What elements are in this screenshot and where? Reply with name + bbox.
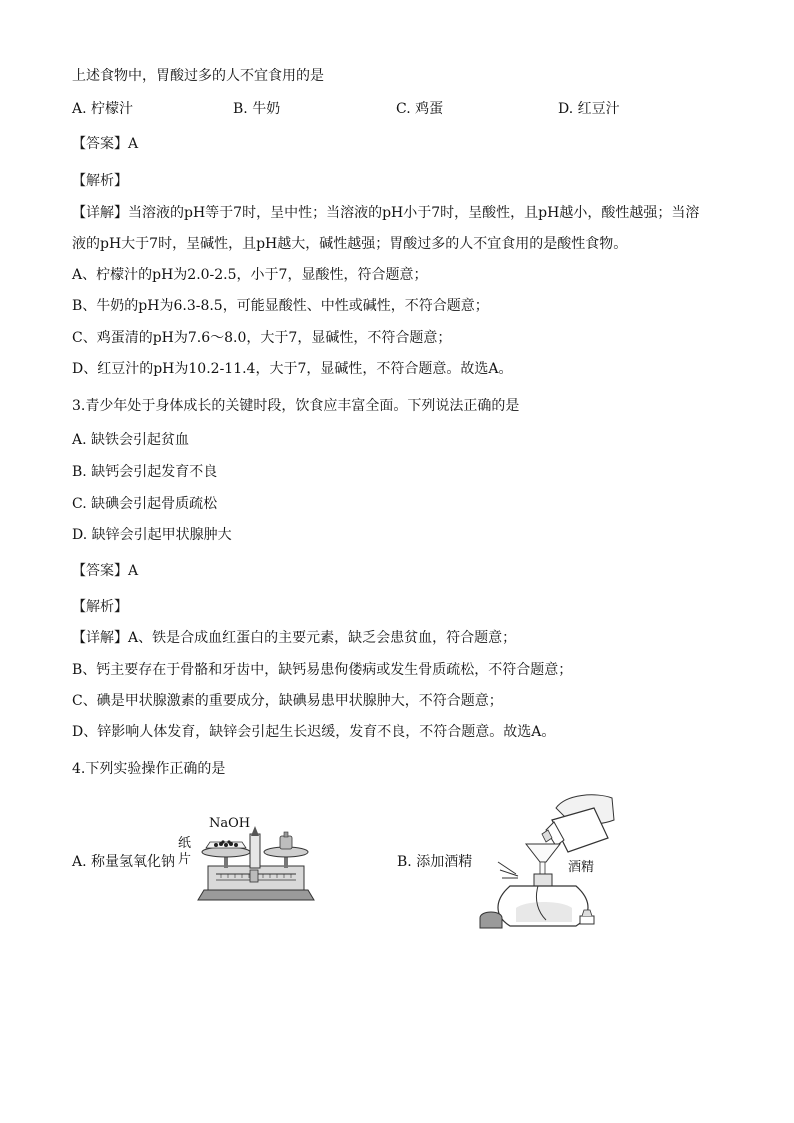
- q4-option-a-label: A. 称量氢氧化钠: [72, 854, 176, 870]
- q3-detail-line-4: D、锌影响人体发育，缺锌会引起生长迟缓，发育不良，不符合题意。故选A。: [72, 724, 556, 740]
- q3-detail-line-1: 【详解】A、铁是合成血红蛋白的主要元素，缺乏会患贫血，符合题意；: [72, 630, 517, 646]
- q3-option-d: D. 缺锌会引起甲状腺肿大: [72, 527, 232, 543]
- q2-stem: 上述食物中，胃酸过多的人不宜食用的是: [72, 68, 324, 84]
- q2-option-b: B. 牛奶: [233, 101, 281, 117]
- q3-detail-line-3: C、碘是甲状腺激素的重要成分，缺碘易患甲状腺肿大，不符合题意；: [72, 693, 503, 709]
- q2-detail-line-5: C、鸡蛋清的pH为7.6～8.0，大于7，显碱性，不符合题意；: [72, 330, 452, 346]
- q3-option-a: A. 缺铁会引起贫血: [72, 432, 190, 448]
- q2-detail-line-3: A、柠檬汁的pH为2.0-2.5，小于7，显酸性，符合题意；: [72, 267, 428, 283]
- q2-detail-line-1: 【详解】当溶液的pH等于7时，呈中性；当溶液的pH小于7时，呈酸性，且pH越小，酸性越强；当溶: [72, 205, 700, 221]
- q3-answer: 【答案】A: [72, 563, 139, 579]
- q2-answer: 【答案】A: [72, 136, 139, 152]
- paper-label-top: 纸: [178, 836, 192, 851]
- balance-scale-icon: [176, 812, 326, 912]
- q3-detail-line-2: B、钙主要存在于骨骼和牙齿中，缺钙易患佝偻病或发生骨质疏松，不符合题意；: [72, 662, 573, 678]
- q3-stem: 3.青少年处于身体成长的关键时段，饮食应丰富全面。下列说法正确的是: [72, 398, 520, 414]
- q3-analysis: 【解析】: [72, 599, 128, 615]
- q2-detail-line-4: B、牛奶的pH为6.3-8.5，可能显酸性、中性或碱性，不符合题意；: [72, 298, 489, 314]
- q2-detail-line-2: 液的pH大于7时，呈碱性，且pH越大，碱性越强；胃酸过多的人不宜食用的是酸性食物。: [72, 236, 628, 252]
- balance-figure: [176, 812, 326, 912]
- naoh-label: NaOH: [209, 816, 251, 831]
- q2-option-c: C. 鸡蛋: [396, 101, 444, 117]
- q2-option-a: A. 柠檬汁: [72, 101, 134, 117]
- alcohol-lamp-icon: [476, 790, 626, 935]
- q2-option-d: D. 红豆汁: [558, 101, 620, 117]
- q4-option-b-label: B. 添加酒精: [397, 854, 473, 870]
- q4-stem: 4.下列实验操作正确的是: [72, 761, 226, 777]
- alcohol-lamp-figure: [476, 790, 626, 935]
- q3-option-c: C. 缺碘会引起骨质疏松: [72, 496, 218, 512]
- q3-option-b: B. 缺钙会引起发育不良: [72, 464, 218, 480]
- alcohol-label: 酒精: [568, 860, 595, 875]
- q2-detail-line-6: D、红豆汁的pH为10.2-11.4，大于7，显碱性，不符合题意。故选A。: [72, 361, 513, 377]
- paper-label-bottom: 片: [178, 852, 192, 867]
- q2-analysis: 【解析】: [72, 173, 128, 189]
